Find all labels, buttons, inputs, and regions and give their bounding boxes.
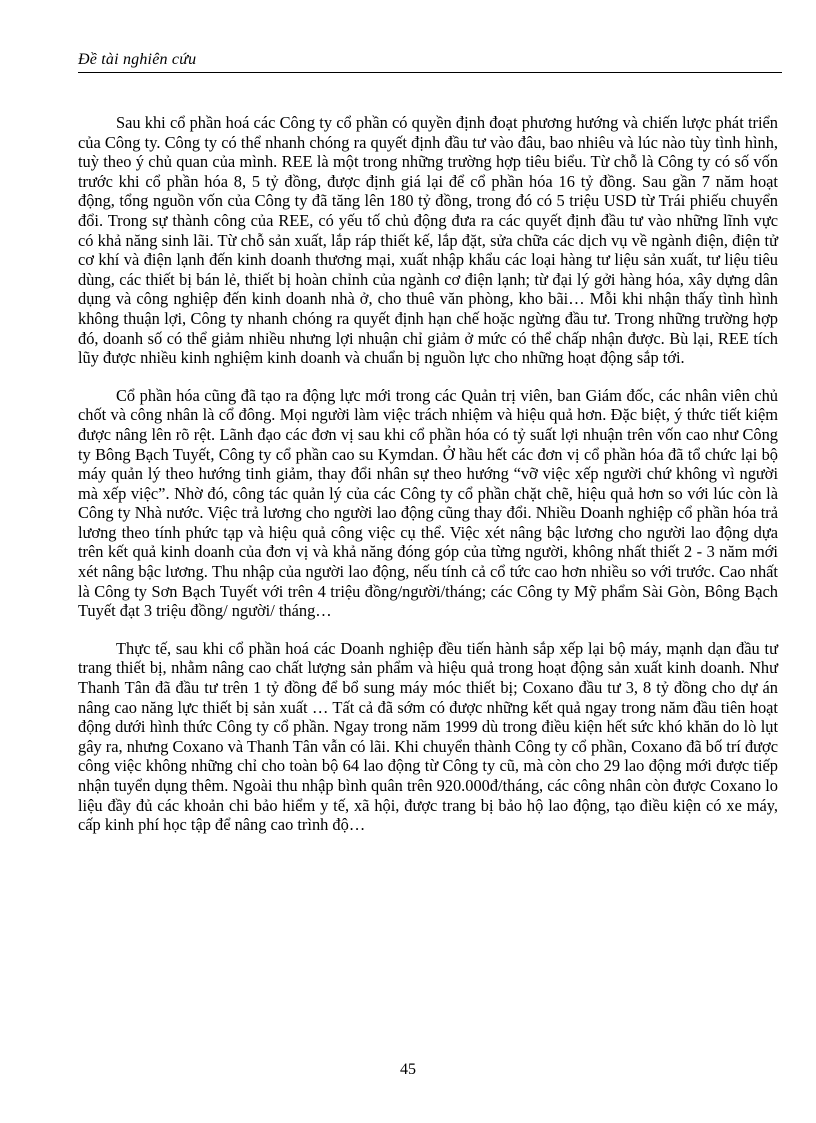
header-title: Đề tài nghiên cứu bbox=[78, 51, 197, 68]
page-number: 45 bbox=[400, 1061, 416, 1078]
document-body bbox=[78, 113, 778, 835]
paragraph-3: Thực tế, sau khi cổ phần hoá các Doanh nghiệp đều tiến hành sắp xếp lại bộ máy, mạnh dạn đầu tư trang thiết bị, nhằm nâng cao chất lượng sản phẩm và hiệu quả trong hoạt động sản xuất kinh doanh. Như Thanh Tân đã đầu tư trên 1 tỷ đồng để bổ sung máy móc thiết bị; Coxano đầu tư 3, 8 tỷ đồng cho dự án nâng cao năng lực thiết bị sản xuất … Tất cả đã sớm có được những kết quả ngay trong năm đầu tiên hoạt động dưới hình thức Công ty cổ phần. Ngay trong năm 1999 dù trong điều kiện hết sức khó khăn do lò lụt gây ra, nhưng Coxano và Thanh Tân vẫn có lãi. Khi chuyển thành Công ty cổ phần, Coxano đã bố trí được công việc không những chỉ cho toàn bộ 64 lao động từ Công ty cũ, mà còn cho 29 lao động mới được tiếp nhận tuyển dụng thêm. Ngoài thu nhập bình quân trên 920.000đ/tháng, các công nhân còn được Coxano lo liệu đầy đủ các khoản chi bảo hiểm y tế, xã hội, được trang bị bảo hộ lao động, tạo điều kiện có xe máy, cấp kinh phí học tập để nâng cao trình độ… bbox=[78, 638, 778, 835]
page-header bbox=[78, 50, 782, 73]
paragraph-2: Cổ phần hóa cũng đã tạo ra động lực mới trong các Quản trị viên, ban Giám đốc, các nhân viên chủ chốt và công nhân là cổ đông. Mọi người làm việc trách nhiệm và hiệu quả hơn. Đặc biệt, ý thức tiết kiệm được nâng lên rõ rệt. Lãnh đạo các đơn vị sau khi cổ phần hóa có tỷ suất lợi nhuận trên vốn cao như Công ty Bông Bạch Tuyết, Công ty cổ phần cao su Kymdan. Ở hầu hết các đơn vị cổ phần hóa đã tổ chức lại bộ máy quản lý theo hướng tinh giảm, thay đổi nhân sự theo hướng “vỡ việc xếp người chứ không vì người mà xếp việc”. Nhờ đó, công tác quản lý của các Công ty cổ phần chặt chẽ, hiệu quả hơn so với lúc còn là Công ty Nhà nước. Việc trả lương cho người lao động cũng thay đổi. Nhiều Doanh nghiệp cổ phần hóa trả lương theo tính phức tạp và hiệu quả công việc cụ thể. Việc xét nâng bậc lương cho người lao động dựa trên kết quả kinh doanh của đơn vị và khả năng đóng góp của từng người, không nhất thiết 2 - 3 năm mới xét nâng bậc lương. Thu nhập của người lao động, nếu tính cả cổ tức cao hơn nhiều so với trước. Cao nhất là Công ty Sơn Bạch Tuyết với trên 4 triệu đồng/người/tháng; các Công ty Mỹ phẩm Sài Gòn, Bông Bạch Tuyết đạt 3 triệu đồng/ người/ tháng… bbox=[78, 385, 778, 621]
paragraph-1: Sau khi cổ phần hoá các Công ty cổ phần có quyền định đoạt phương hướng và chiến lược phát triển của Công ty. Công ty có thể nhanh chóng ra quyết định đầu tư vào đâu, bao nhiêu và lúc nào tùy tình hình, tuỳ theo ý chủ quan của mình. REE là một trong những trường hợp tiêu biểu. Từ chỗ là Công ty có số vốn trước khi cổ phần hóa 8, 5 tỷ đồng, được định giá lại để cổ phần hóa 16 tỷ đồng. Sau gần 7 năm hoạt động, tổng nguồn vốn của Công ty đã tăng lên 180 tỷ đồng, trong đó có 5 triệu USD từ Trái phiếu chuyển đổi. Trong sự thành công của REE, có yếu tố chủ động đưa ra các quyết định đầu tư vào những lĩnh vực có khả năng sinh lãi. Từ chỗ sản xuất, lắp ráp thiết kế, lắp đặt, sửa chữa các dịch vụ về ngành điện, điện tử cơ khí và điện lạnh đến kinh doanh thương mại, xuất nhập khẩu các loại hàng tư liệu sản xuất, tư liệu tiêu dùng, các thiết bị bán lẻ, thiết bị hoàn chỉnh của ngành cơ điện lạnh; từ đại lý gởi hàng hóa, xây dựng dân dụng và công nghiệp đến kinh doanh nhà ở, cho thuê văn phòng, kho bãi… Mỗi khi nhận thấy tình hình không thuận lợi, Công ty nhanh chóng ra quyết định hạn chế hoặc ngừng đầu tư. Trong những trường hợp đó, doanh số có thể giảm nhiều nhưng lợi nhuận chỉ giảm ở mức có thể chấp nhận được. Bù lại, REE tích lũy được nhiều kinh nghiệm kinh doanh và chuẩn bị nguồn lực cho những hoạt động sắp tới. bbox=[78, 113, 778, 368]
